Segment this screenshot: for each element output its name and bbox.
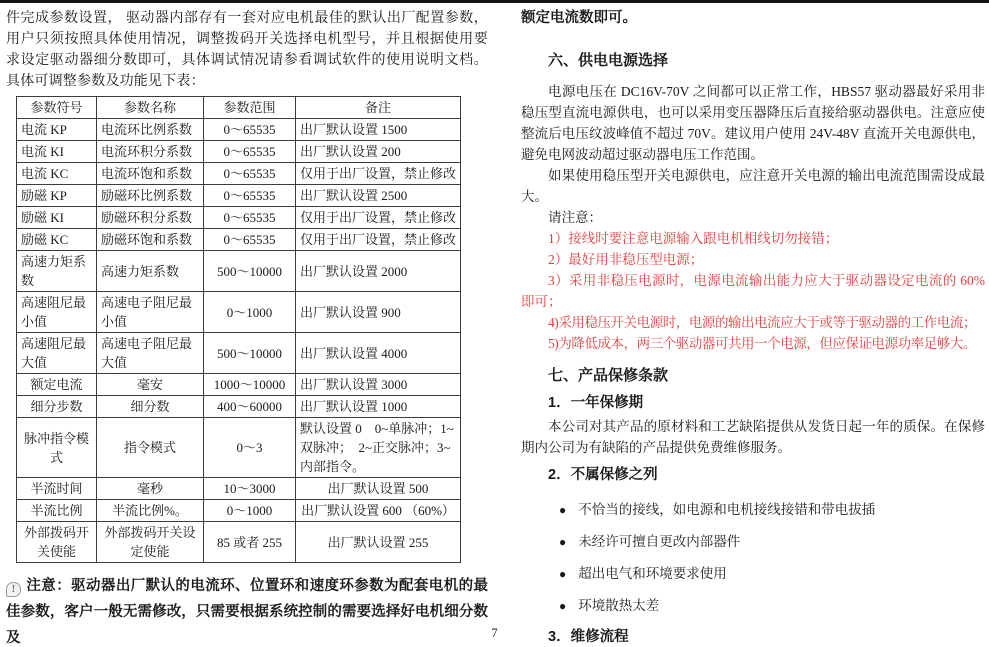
table-row: [17, 207, 461, 229]
table-cell: 出厂默认设置 3000: [296, 374, 461, 396]
table-cell: 细分数: [97, 396, 204, 418]
power-paragraph-1: 电源电压在 DC16V-70V 之间都可以正常工作，HBS57 驱动器最好采用非稳压型直流电源供电，也可以采用变压器降压后直接给驱动器供电。注意应使整流后电压纹波峰值不超过 70V。建议用户使用 24V-48V 直流开关电源供电，避免电网波动超过驱动器电压工作范围。: [521, 84, 985, 162]
table-cell: 外部拨码开关使能: [17, 522, 97, 563]
table-cell: 出厂默认设置 200: [296, 141, 461, 163]
table-cell: 励磁环比例系数: [97, 185, 204, 207]
table-cell: 0～1000: [204, 292, 296, 333]
table-cell: 仅用于出厂设置，禁止修改: [296, 163, 461, 185]
table-row: [17, 418, 461, 478]
power-paragraph-2: 如果使用稳压型开关电源供电，应注意开关电源的输出电流范围需设成最大。: [521, 168, 985, 204]
bullet-icon: ●: [559, 599, 567, 613]
table-cell: 出厂默认设置 500: [296, 478, 461, 500]
warning-item: 5)为降低成本，两三个驱动器可共用一个电源，但应保证电源功率足够大。: [548, 336, 976, 351]
notice-label: 请注意：: [548, 210, 602, 225]
table-cell: 400～60000: [204, 396, 296, 418]
table-cell: 0～65535: [204, 207, 296, 229]
section-power-title: 六、供电电源选择: [548, 52, 669, 69]
table-cell: 85 或者 255: [204, 522, 296, 563]
table-row: [17, 251, 461, 292]
table-cell: 出厂默认设置 1500: [296, 119, 461, 141]
list-item: [559, 499, 985, 521]
list-item: [559, 563, 985, 585]
table-cell: 0～65535: [204, 229, 296, 251]
table-cell: 外部拨码开关设定使能: [97, 522, 204, 563]
table-row: [17, 141, 461, 163]
table-cell: 半流时间: [17, 478, 97, 500]
list-item-text: 环境散热太差: [578, 598, 660, 613]
table-cell: 仅用于出厂设置，禁止修改: [296, 207, 461, 229]
column-header: 参数符号: [17, 97, 97, 119]
table-cell: 0～65535: [204, 163, 296, 185]
table-cell: 出厂默认设置 1000: [296, 396, 461, 418]
warning-item: 4)采用稳压开关电源时，电源的输出电流应大于或等于驱动器的工作电流；: [548, 315, 976, 330]
table-cell: 0～1000: [204, 500, 296, 522]
table-cell: 出厂默认设置 255: [296, 522, 461, 563]
warranty-sub3-title: 3．维修流程: [548, 629, 629, 645]
table-cell: 500～10000: [204, 251, 296, 292]
note-continuation: 额定电流数即可。: [521, 10, 637, 26]
warning-balloon-icon: !: [6, 582, 21, 597]
list-item-text: 不恰当的接线，如电源和电机接线接错和带电拔插: [578, 502, 876, 517]
table-cell: 电流环积分系数: [97, 141, 204, 163]
table-row: [17, 163, 461, 185]
table-row: [17, 229, 461, 251]
table-cell: 高速电子阻尼最大值: [97, 333, 204, 374]
list-item: [559, 595, 985, 617]
warranty-sub2-title: 2．不属保修之列: [548, 467, 658, 483]
column-header: 参数范围: [204, 97, 296, 119]
parameter-table: [16, 96, 461, 563]
table-cell: 电流 KI: [17, 141, 97, 163]
table-cell: 指令模式: [97, 418, 204, 478]
table-cell: 1000～10000: [204, 374, 296, 396]
warning-list: [521, 228, 985, 354]
warning-item: 1）接线时要注意电源输入跟电机相线切勿接错；: [548, 231, 839, 246]
table-cell: 高速电子阻尼最小值: [97, 292, 204, 333]
exclusion-list: [521, 499, 985, 617]
table-cell: 毫秒: [97, 478, 204, 500]
warning-item: 2）最好用非稳压型电源；: [548, 252, 704, 267]
table-cell: 0～65535: [204, 119, 296, 141]
table-cell: 出厂默认设置 4000: [296, 333, 461, 374]
table-header-row: [17, 97, 461, 119]
left-column: [6, 8, 488, 647]
table-cell: 脉冲指令模式: [17, 418, 97, 478]
list-item: [559, 531, 985, 553]
table-cell: 励磁 KP: [17, 185, 97, 207]
column-header: 参数名称: [97, 97, 204, 119]
table-cell: 电流 KC: [17, 163, 97, 185]
table-cell: 毫安: [97, 374, 204, 396]
table-cell: 高速力矩系数: [97, 251, 204, 292]
table-cell: 0～3: [204, 418, 296, 478]
table-row: [17, 374, 461, 396]
table-row: [17, 333, 461, 374]
column-header: 备注: [296, 97, 461, 119]
table-cell: 额定电流: [17, 374, 97, 396]
table-cell: 500～10000: [204, 333, 296, 374]
bullet-icon: ●: [559, 567, 567, 581]
table-cell: 高速力矩系数: [17, 251, 97, 292]
intro-paragraph: 件完成参数设置， 驱动器内部存有一套对应电机最佳的默认出厂配置参数，用户只须按照具体使用情况，调整拨码开关选择电机型号，并且根据使用要求设定驱动器细分数即可，具体调试情况请参看调试软件的使用说明文档。具体可调整参数及功能见下表：: [6, 11, 488, 89]
table-row: [17, 500, 461, 522]
bullet-icon: ●: [559, 503, 567, 517]
table-cell: 励磁环饱和系数: [97, 229, 204, 251]
table-cell: 电流环比例系数: [97, 119, 204, 141]
table-cell: 出厂默认设置 2000: [296, 251, 461, 292]
warranty-paragraph: 本公司对其产品的原材料和工艺缺陷提供从发货日起一年的质保。在保修期内公司为有缺陷的产品提供免费维修服务。: [521, 419, 985, 455]
table-cell: 高速阻尼最大值: [17, 333, 97, 374]
section-warranty-title: 七、产品保修条款: [548, 367, 669, 384]
table-cell: 电流环饱和系数: [97, 163, 204, 185]
table-row: [17, 185, 461, 207]
table-cell: 出厂默认设置 900: [296, 292, 461, 333]
table-cell: 高速阻尼最小值: [17, 292, 97, 333]
table-cell: 励磁环积分系数: [97, 207, 204, 229]
table-cell: 出厂默认设置 600 （60%）: [296, 500, 461, 522]
list-item-text: 未经许可擅自更改内部器件: [578, 534, 741, 549]
table-cell: 默认设置 0 0~单脉冲；1~双脉冲； 2~正交脉冲；3~内部指令。: [296, 418, 461, 478]
table-cell: 细分步数: [17, 396, 97, 418]
table-cell: 半流比例: [17, 500, 97, 522]
table-cell: 0～65535: [204, 141, 296, 163]
table-cell: 励磁 KC: [17, 229, 97, 251]
table-cell: 励磁 KI: [17, 207, 97, 229]
note-text: 注意：驱动器出厂默认的电流环、位置环和速度环参数为配套电机的最佳参数，客户一般无需修改，只需要根据系统控制的需要选择好电机细分数及: [6, 578, 488, 646]
table-cell: 出厂默认设置 2500: [296, 185, 461, 207]
table-row: [17, 478, 461, 500]
table-cell: 电流 KP: [17, 119, 97, 141]
table-cell: 10～3000: [204, 478, 296, 500]
table-row: [17, 119, 461, 141]
list-item-text: 超出电气和环境要求使用: [578, 566, 727, 581]
warranty-sub1-title: 1．一年保修期: [548, 395, 644, 411]
table-cell: 0～65535: [204, 185, 296, 207]
page-number: 7: [491, 626, 498, 640]
warning-item: 3）采用非稳压电源时，电源电流输出能力应大于驱动器设定电流的 60%即可；: [521, 273, 985, 309]
bullet-icon: ●: [559, 535, 567, 549]
right-column: [521, 8, 985, 647]
table-cell: 仅用于出厂设置，禁止修改: [296, 229, 461, 251]
table-row: [17, 396, 461, 418]
table-cell: 半流比例%。: [97, 500, 204, 522]
table-row: [17, 522, 461, 563]
table-row: [17, 292, 461, 333]
